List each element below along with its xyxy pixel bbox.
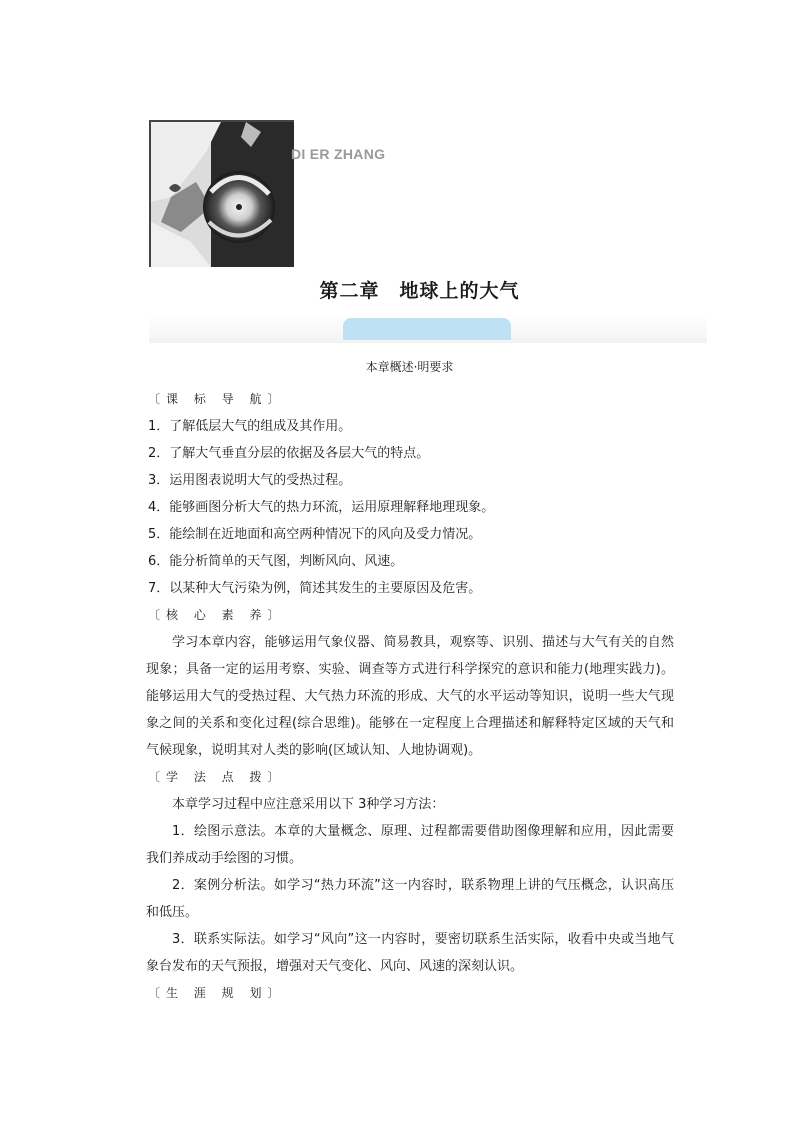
paragraph-hexin: 学习本章内容，能够运用气象仪器、简易教具，观察等、识别、描述与大气有关的自然现象；具备一定的运用考察、实验、调查等方式进行科学探究的意识和能力(地理实践力)。能够运用大气的受热过程、大气热力环流的形成、大气的水平运动等知识，说明一些大气现象之间的关系和变化过程(综合思维)。能够在一定程度上合理描述和解释特定区域的天气和气候现象，说明其对人类的影响(区域认知、人地协调观)。 (146, 635, 674, 758)
paragraph-xuefa-intro: 本章学习过程中应注意采用以下 3种学习方法： (172, 797, 445, 812)
method-paragraph: 3．联系实际法。如学习“风向”这一内容时，要密切联系生活实际，收看中央或当地气象台发布的天气预报，增强对天气变化、风向、风速的深刻认识。 (146, 932, 674, 974)
list-item: 2．了解大气垂直分层的依据及各层大气的特点。 (148, 446, 430, 461)
chapter-tag: DI ER ZHANG (291, 146, 386, 162)
typhoon-satellite-image (149, 120, 294, 267)
method-paragraph: 1．绘图示意法。本章的大量概念、原理、过程都需要借助图像理解和应用，因此需要我们养成动手绘图的习惯。 (146, 824, 674, 866)
list-item: 6．能分析简单的天气图，判断风向、风速。 (148, 554, 404, 569)
section-heading-shengya: 〔生 涯 规 划〕 (148, 986, 286, 1000)
method-paragraph: 2．案例分析法。如学习“热力环流”这一内容时，联系物理上讲的气压概念，认识高压和低压。 (146, 878, 674, 920)
list-item: 4．能够画图分析大气的热力环流，运用原理解释地理现象。 (148, 500, 495, 515)
chapter-title: 第二章 地球上的大气 (319, 280, 520, 302)
section-heading-xuefa: 〔学 法 点 拨〕 (148, 770, 286, 784)
section-heading-kebiao: 〔课 标 导 航〕 (148, 392, 286, 406)
chapter-subtitle: 本章概述·明要求 (365, 360, 454, 374)
list-item: 7．以某种大气污染为例，简述其发生的主要原因及危害。 (148, 581, 482, 596)
section-tab (343, 318, 511, 340)
section-heading-hexin: 〔核 心 素 养〕 (148, 608, 286, 622)
list-item: 1．了解低层大气的组成及其作用。 (148, 419, 352, 434)
chapter-content (146, 386, 674, 1007)
list-item: 3．运用图表说明大气的受热过程。 (148, 473, 352, 488)
list-item: 5．能绘制在近地面和高空两种情况下的风向及受力情况。 (148, 527, 482, 542)
